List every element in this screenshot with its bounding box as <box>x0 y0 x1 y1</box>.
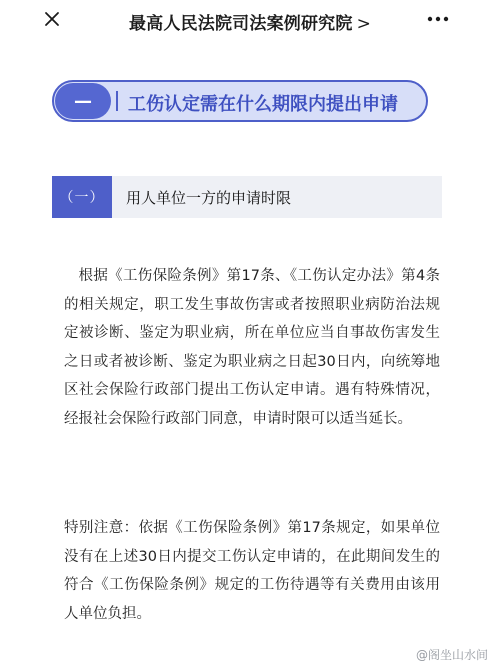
more-icon[interactable] <box>424 7 452 31</box>
banner-title: 工伤认定需在什么期限内提出申请 <box>128 94 398 115</box>
subheading-title: 用人单位一方的申请时限 <box>126 189 292 207</box>
subheading-number: （一） <box>52 176 112 218</box>
top-nav-bar <box>0 0 500 38</box>
section-banner <box>52 80 428 122</box>
watermark: @阁坐山水间 <box>415 648 488 662</box>
banner-prefix: — <box>55 83 111 119</box>
chevron-right-icon: > <box>356 14 372 34</box>
subheading <box>52 176 442 218</box>
paragraph-legal-basis: 根据《工伤保险条例》第17条、《工伤认定办法》第4条的相关规定，职工发生事故伤害或者按照职业病防治法规定被诊断、鉴定为职业病，所在单位应当自事故伤害发生之日或者被诊断、鉴定为职业病之日起30日内，向统筹地区社会保险行政部门提出工伤认定申请。遇有特殊情况，经报社会保险行政部门同意，申请时限可以适当延长。 <box>64 268 440 427</box>
banner-divider <box>116 91 118 111</box>
paragraph-special-note: 特别注意：依据《工伤保险条例》第17条规定，如果单位没有在上述30日内提交工伤认定申请的，在此期间发生的符合《工伤保险条例》规定的工伤待遇等有关费用由该用人单位负担。 <box>64 520 440 622</box>
account-name: 最高人民法院司法案例研究院 <box>128 14 353 34</box>
